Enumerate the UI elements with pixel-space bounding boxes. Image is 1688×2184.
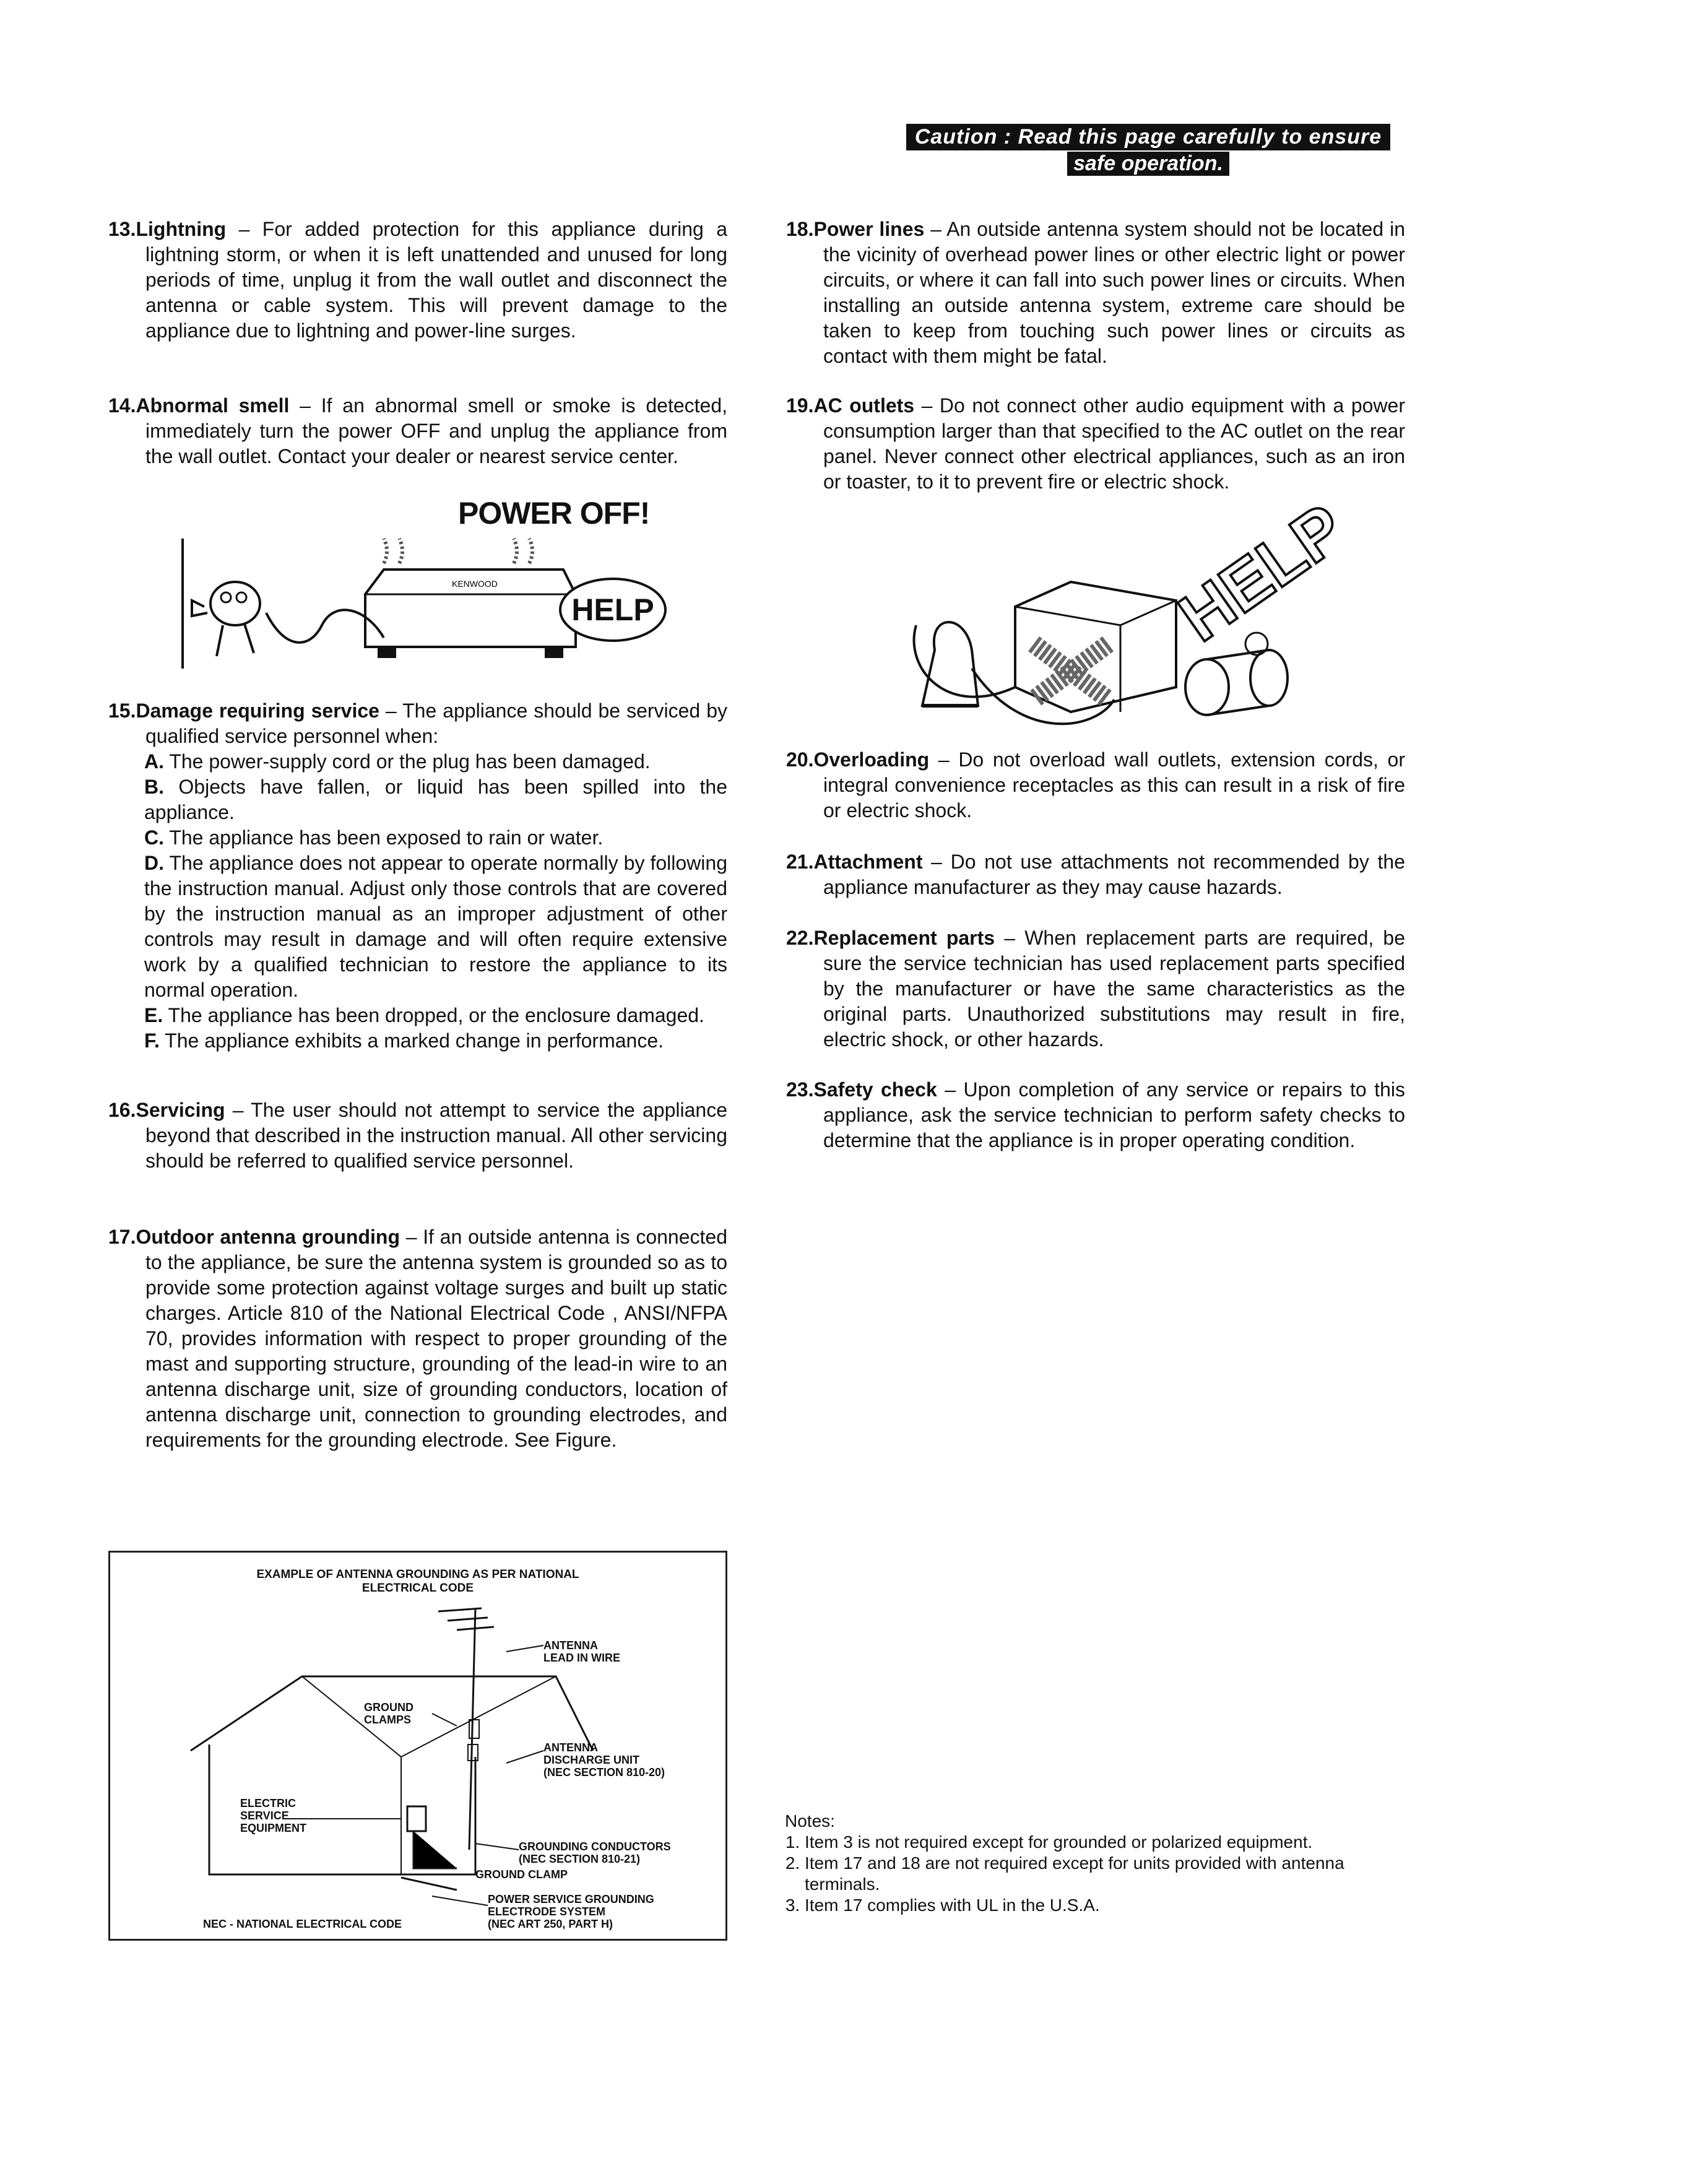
label-discharge-unit: ANTENNA DISCHARGE UNIT (NEC SECTION 810-20) bbox=[543, 1741, 665, 1779]
label-power-service: POWER SERVICE GROUNDING ELECTRODE SYSTEM (NEC ART 250, PART H) bbox=[488, 1893, 654, 1930]
item-number: 16. bbox=[108, 1099, 136, 1121]
help-big-text: HELP bbox=[1166, 489, 1359, 656]
item-heading: Overloading bbox=[813, 748, 930, 771]
item-heading: Lightning bbox=[136, 218, 227, 240]
item-19-ac-outlets bbox=[786, 393, 1405, 495]
kenwood-label: KENWOOD bbox=[452, 579, 498, 589]
item-text: – The user should not attempt to service the appliance beyond that described in the instruction manual. All other servicing should be referred to qualified service personnel. bbox=[145, 1099, 727, 1172]
item-text: – An outside antenna system should not be located in the vicinity of overhead power lines or other electric light or power circuits, or where it can fall into such power lines or circuits. When installing an outside antenna system, extreme care should be taken to keep from touching such power lines or circuits as contact with them might be fatal. bbox=[823, 218, 1406, 367]
note-item: 3. Item 17 complies with UL in the U.S.A. bbox=[805, 1895, 1404, 1916]
item-heading: Safety check bbox=[813, 1078, 937, 1101]
item-text: – Do not overload wall outlets, extension cords, or integral convenience receptacles as this can result in a risk of fire or electric shock. bbox=[823, 748, 1405, 821]
label-electric-equipment: ELECTRIC SERVICE EQUIPMENT bbox=[240, 1797, 307, 1834]
note-item: 1. Item 3 is not required except for grounded or polarized equipment. bbox=[805, 1832, 1404, 1853]
item-15-f: F. The appliance exhibits a marked change in performance. bbox=[144, 1029, 664, 1052]
item-23-safety-check bbox=[786, 1077, 1405, 1153]
item-number: 18. bbox=[786, 218, 814, 240]
item-15-a: A. The power-supply cord or the plug has been damaged. bbox=[144, 750, 651, 773]
item-heading: Attachment bbox=[813, 851, 923, 873]
item-15-c: C. The appliance has been exposed to rain or water. bbox=[144, 826, 604, 849]
power-off-caption: POWER OFF! bbox=[458, 496, 650, 531]
item-15-d: D. The appliance does not appear to operate normally by following the instruction manual. Adjust only those controls that are covered by the instruction manual as an improper adjustment of other controls may result in damage and will often require extensive work by a qualified technician to restore the appliance to its normal operation. bbox=[144, 852, 727, 1001]
item-text: – If an abnormal smell or smoke is detected, immediately turn the power OFF and unplug the appliance from the wall outlet. Contact your dealer or nearest service center. bbox=[145, 394, 728, 467]
item-15-b: B. Objects have fallen, or liquid has been spilled into the appliance. bbox=[144, 776, 727, 823]
item-20-overloading bbox=[786, 747, 1405, 823]
label-antenna: ANTENNA LEAD IN WIRE bbox=[543, 1639, 620, 1664]
notes-list bbox=[785, 1832, 1404, 1916]
item-14-abnormal-smell bbox=[108, 393, 727, 469]
label-ground-clamp: GROUND CLAMP bbox=[475, 1868, 568, 1881]
item-text: – When replacement parts are required, be sure the service technician has used replacement parts specified by the manufacturer or have the same characteristics as the original parts. Unauthorized substitutions may result in fire, electric shock, or other hazards. bbox=[823, 927, 1406, 1051]
item-heading: Damage requiring service bbox=[136, 700, 379, 722]
power-off-illustration bbox=[180, 532, 675, 675]
item-text: – If an outside antenna is connected to the appliance, be sure the antenna system is grounded so as to provide some protection against voltage surges and built up static charges. Article 810 of the National Electrical Code , ANSI/NFPA 70, provides information with respect to proper grounding of the mast and supporting structure, grounding of the lead-in wire to an antenna discharge unit, size of grounding conductors, location of antenna discharge unit, connection to grounding electrodes, and requirements for the grounding electrode. See Figure. bbox=[145, 1226, 728, 1451]
item-heading: Power lines bbox=[813, 218, 925, 240]
item-heading: Replacement parts bbox=[813, 927, 995, 949]
item-number: 17. bbox=[108, 1226, 136, 1248]
item-13-lightning bbox=[108, 217, 727, 344]
help-bubble-text: HELP bbox=[571, 592, 654, 627]
figure-title: EXAMPLE OF ANTENNA GROUNDING AS PER NATIONAL ELECTRICAL CODE bbox=[256, 1568, 579, 1595]
item-text: – Do not use attachments not recommended by the appliance manufacturer as they may cause hazards. bbox=[823, 851, 1405, 898]
note-item: 2. Item 17 and 18 are not required except for units provided with antenna terminals. bbox=[805, 1853, 1404, 1895]
notes-title: Notes: bbox=[785, 1811, 835, 1831]
help-illustration bbox=[910, 489, 1359, 749]
item-number: 19. bbox=[786, 394, 814, 417]
label-grounding-conductors: GROUNDING CONDUCTORS (NEC SECTION 810-21) bbox=[519, 1840, 671, 1865]
item-heading: AC outlets bbox=[813, 394, 915, 417]
item-18-power-lines bbox=[786, 217, 1405, 369]
item-21-attachment bbox=[786, 849, 1405, 900]
item-text: – Do not connect other audio equipment with a power consumption larger than that specified to the AC outlet on the rear panel. Never connect other electrical appliances, such as an iron or toaster, to it to prevent fire or electric shock. bbox=[823, 394, 1406, 493]
item-17-antenna-grounding bbox=[108, 1224, 727, 1453]
item-number: 21. bbox=[786, 851, 814, 873]
notes bbox=[785, 1811, 1404, 1916]
item-heading: Outdoor antenna grounding bbox=[136, 1226, 400, 1248]
item-number: 22. bbox=[786, 927, 814, 949]
item-22-replacement-parts bbox=[786, 925, 1405, 1052]
label-nec: NEC - NATIONAL ELECTRICAL CODE bbox=[203, 1918, 402, 1930]
item-15-e: E. The appliance has been dropped, or the enclosure damaged. bbox=[144, 1004, 704, 1026]
caution-title: Caution : Read this page carefully to ensure bbox=[906, 124, 1390, 150]
item-number: 13. bbox=[108, 218, 136, 240]
label-ground-clamps: GROUND CLAMPS bbox=[364, 1701, 413, 1726]
item-15-damage bbox=[108, 698, 727, 1054]
antenna-grounding-figure bbox=[108, 1551, 727, 1941]
item-text: – For added protection for this appliance during a lightning storm, or when it is left unattended and unused for long periods of time, unplug it from the wall outlet and disconnect the antenna or cable system. This will prevent damage to the appliance due to lightning and power-line surges. bbox=[145, 218, 727, 342]
item-number: 23. bbox=[786, 1078, 814, 1101]
item-heading: Abnormal smell bbox=[136, 394, 290, 417]
item-text: – The appliance should be serviced by qualified service personnel when: bbox=[145, 700, 728, 747]
item-text: – Upon completion of any service or repairs to this appliance, ask the service technician to perform safety checks to determine that the appliance is in proper operating condition. bbox=[823, 1078, 1406, 1151]
item-heading: Servicing bbox=[136, 1099, 225, 1121]
item-number: 20. bbox=[786, 748, 814, 771]
item-16-servicing bbox=[108, 1098, 727, 1174]
item-number: 14. bbox=[108, 394, 136, 417]
item-number: 15. bbox=[108, 700, 136, 722]
caution-banner bbox=[885, 124, 1411, 180]
caution-subtitle: safe operation. bbox=[1067, 152, 1229, 176]
